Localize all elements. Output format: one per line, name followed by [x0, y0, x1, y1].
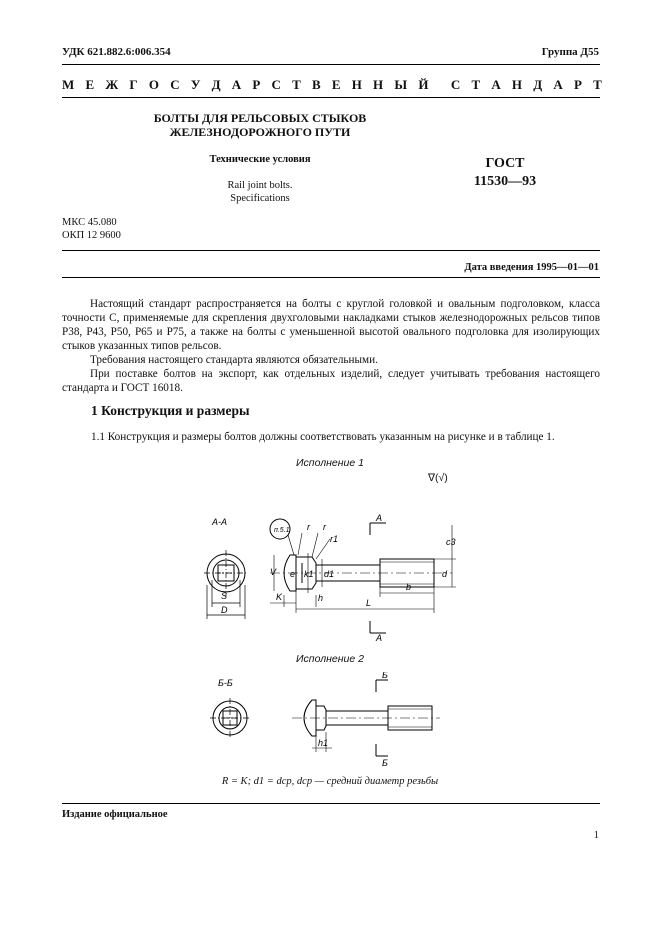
label-h: h — [318, 593, 324, 603]
document-title — [100, 111, 420, 139]
label-d1: d1 — [324, 569, 335, 579]
banner-letter: Р — [574, 77, 582, 92]
label-k: K — [276, 592, 283, 602]
banner-letter: А — [553, 77, 563, 92]
label-h1: h1 — [318, 738, 329, 748]
english-title-line-1: Rail joint bolts. — [227, 180, 293, 191]
header-rule — [62, 64, 600, 65]
banner-letter: А — [231, 77, 242, 92]
banner-letter: С — [170, 77, 180, 92]
banner-letter: С — [271, 77, 281, 92]
label-d: d — [442, 569, 448, 579]
page-number: 1 — [593, 830, 599, 841]
interstate-standard-banner — [62, 77, 602, 93]
section-label-b: Б-Б — [218, 678, 233, 688]
banner-rule — [62, 97, 600, 98]
body-text — [62, 297, 600, 395]
label-b-top: Б — [382, 672, 388, 680]
note-ref: п.5.1 — [274, 527, 290, 534]
label-k1: k1 — [304, 569, 314, 579]
label-s: S — [221, 591, 228, 601]
banner-letter: Н — [373, 77, 384, 92]
figure-caption-2: Исполнение 2 — [296, 653, 364, 665]
introduction-date: Дата введения 1995—01—01 — [464, 262, 599, 273]
figure-note: R = K; d1 = dср, dср — средний диаметр резьбы — [221, 776, 439, 787]
udk-code: УДК 621.882.6:006.354 — [62, 46, 171, 58]
label-a-bottom: A — [376, 633, 383, 643]
banner-letter: Е — [331, 77, 341, 92]
label-r1: r1 — [330, 534, 339, 544]
banner-letter: Т — [593, 77, 602, 92]
label-b: b — [406, 582, 412, 592]
english-title — [100, 179, 420, 205]
banner-letter: Г — [129, 77, 138, 92]
banner-letter: С — [450, 77, 461, 92]
figure-caption-1: Исполнение 1 — [296, 457, 364, 469]
label-l: L — [366, 598, 372, 608]
edition-label: Издание официальное — [62, 809, 168, 820]
paragraph-mandatory: Требования настоящего стандарта являются обязательными. — [90, 354, 378, 366]
banner-letter: Е — [85, 77, 95, 92]
banner-letter: Й — [418, 77, 429, 92]
mks-code: МКС 45.080 — [62, 217, 117, 228]
banner-letter: Д — [533, 77, 543, 92]
gost-number — [440, 155, 570, 191]
bolt-drawing-version-2 — [200, 672, 440, 772]
banner-letter: М — [62, 77, 75, 92]
label-c: c3 — [446, 537, 456, 547]
section-heading: 1 Конструкция и размеры — [91, 403, 250, 418]
banner-letter: О — [148, 77, 160, 92]
banner-letter: А — [491, 77, 501, 92]
english-title-line-2: Specifications — [230, 193, 290, 204]
subtitle: Технические условия — [209, 154, 311, 165]
paragraph-export: При поставке болтов на экспорт, как отдельных изделий, следует учитывать требования настоящего стандарта и ГОСТ 16018. — [62, 368, 600, 394]
date-rule — [62, 277, 600, 278]
bolt-drawing-version-1 — [190, 495, 470, 645]
label-b-bottom: Б — [382, 758, 388, 768]
gost-label: ГОСТ — [485, 156, 525, 171]
paragraph-scope: Настоящий стандарт распространяется на болты с круглой головкой и овальным подголовком, класса точности С, применяемые для скрепления двухголовыми накладками стыков железнодорожных рельсов типов Р38, Р43, Р50, Р65 и Р75, а также на болты с уменьшенной высотой овального подголовка для изолирующих стыков указанных типов рельсов. — [62, 298, 600, 352]
banner-letter: Р — [252, 77, 261, 92]
footer-rule — [62, 803, 600, 804]
classifier-rule — [62, 250, 600, 251]
banner-letter: В — [311, 77, 321, 92]
label-v: V — [270, 567, 277, 577]
gost-code: 11530—93 — [473, 174, 537, 189]
banner-letter: Д — [211, 77, 221, 92]
label-e: e — [290, 569, 296, 579]
section-label-a: A-A — [212, 517, 228, 527]
title-line-2: ЖЕЛЕЗНОДОРОЖНОГО ПУТИ — [169, 125, 351, 139]
label-a-top: A — [376, 513, 383, 523]
banner-letter: Ы — [394, 77, 408, 92]
banner-letter: Т — [292, 77, 301, 92]
clause-1-1: 1.1 Конструкция и размеры болтов должны соответствовать указанным на рисунке и в таблице 1. — [91, 431, 555, 443]
banner-letter: Ж — [105, 77, 119, 92]
okp-code: ОКП 12 9600 — [62, 230, 121, 241]
group-code: Группа Д55 — [541, 46, 599, 58]
banner-letter: Н — [351, 77, 362, 92]
title-line-1: БОЛТЫ ДЛЯ РЕЛЬСОВЫХ СТЫКОВ — [153, 111, 367, 125]
label-dd: D — [221, 605, 228, 615]
classifiers — [62, 216, 121, 242]
roughness-symbol: ∇(√) — [428, 472, 448, 484]
label-r: r — [307, 522, 310, 532]
banner-letter: Н — [511, 77, 523, 92]
label-r-2: r — [323, 522, 326, 532]
banner-letter: У — [190, 77, 201, 92]
banner-letter: Т — [471, 77, 481, 92]
